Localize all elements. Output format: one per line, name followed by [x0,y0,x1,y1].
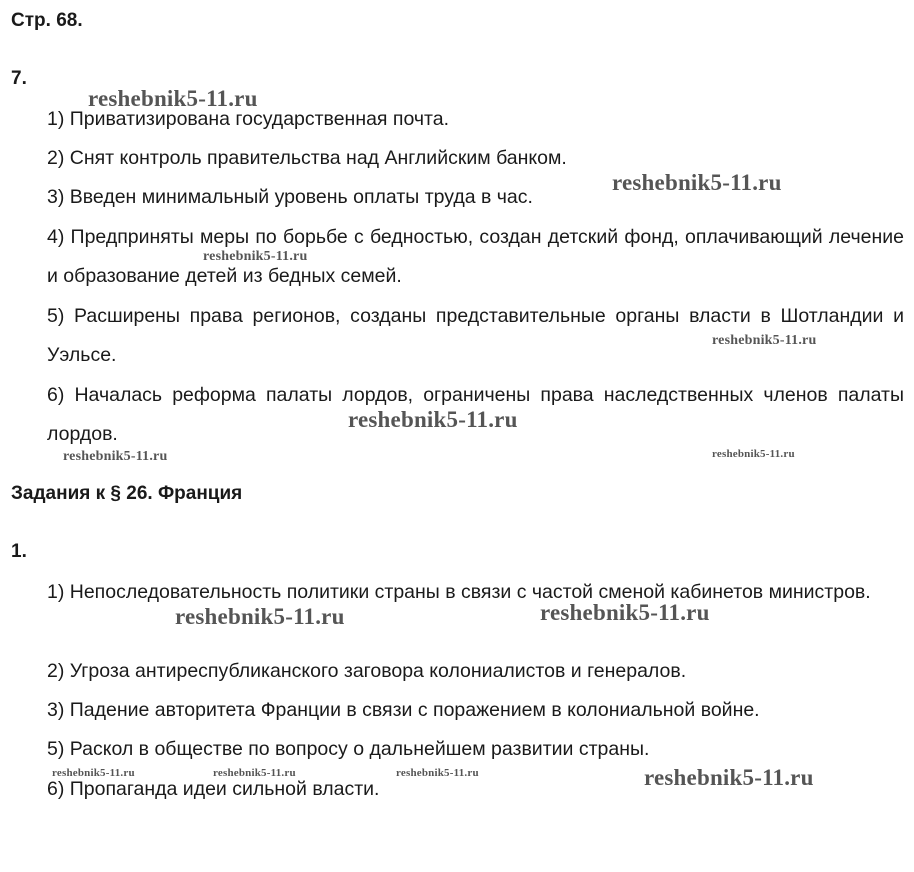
watermark: reshebnik5-11.ru [348,407,518,432]
watermark: reshebnik5-11.ru [396,767,479,779]
watermark: reshebnik5-11.ru [88,86,258,111]
section-heading: Задания к § 26. Франция [11,483,243,504]
list-item: 4) Предприняты меры по борьбе с бедностью, создан детский фонд, оплачивающий лечение и образование детей из бедных семей. [47,226,904,287]
task-number-1: 1. [11,541,27,562]
list-item: 6) Началась реформа палаты лордов, ограничены права наследственных членов палаты лордов. [47,384,904,445]
watermark: reshebnik5-11.ru [712,448,795,460]
list-item: 2) Снят контроль правительства над Английским банком. [47,147,567,169]
list-item: 3) Падение авторитета Франции в связи с поражением в колониальной войне. [47,699,760,721]
list-item: 6) Пропаганда идеи сильной власти. [47,778,380,800]
task-number-7: 7. [11,68,27,89]
watermark: reshebnik5-11.ru [644,765,814,790]
watermark: reshebnik5-11.ru [540,600,710,625]
watermark: reshebnik5-11.ru [712,333,817,348]
watermark: reshebnik5-11.ru [612,170,782,195]
watermark: reshebnik5-11.ru [213,767,296,779]
list-item: 1) Приватизирована государственная почта. [47,108,450,130]
list-item: 1) Непоследовательность политики страны в связи с частой сменой кабинетов министров. [47,581,871,603]
list-item: 5) Раскол в обществе по вопросу о дальнейшем развитии страны. [47,738,650,760]
list-item: 5) Расширены права регионов, созданы представительные органы власти в Шотландии и Уэльсе. [47,305,904,366]
watermark: reshebnik5-11.ru [175,604,345,629]
watermark: reshebnik5-11.ru [203,249,308,264]
list-item: 3) Введен минимальный уровень оплаты труда в час. [47,186,533,208]
page-label: Стр. 68. [11,10,83,31]
watermark: reshebnik5-11.ru [52,767,135,779]
watermark: reshebnik5-11.ru [63,449,168,464]
list-item: 2) Угроза антиреспубликанского заговора колониалистов и генералов. [47,660,687,682]
